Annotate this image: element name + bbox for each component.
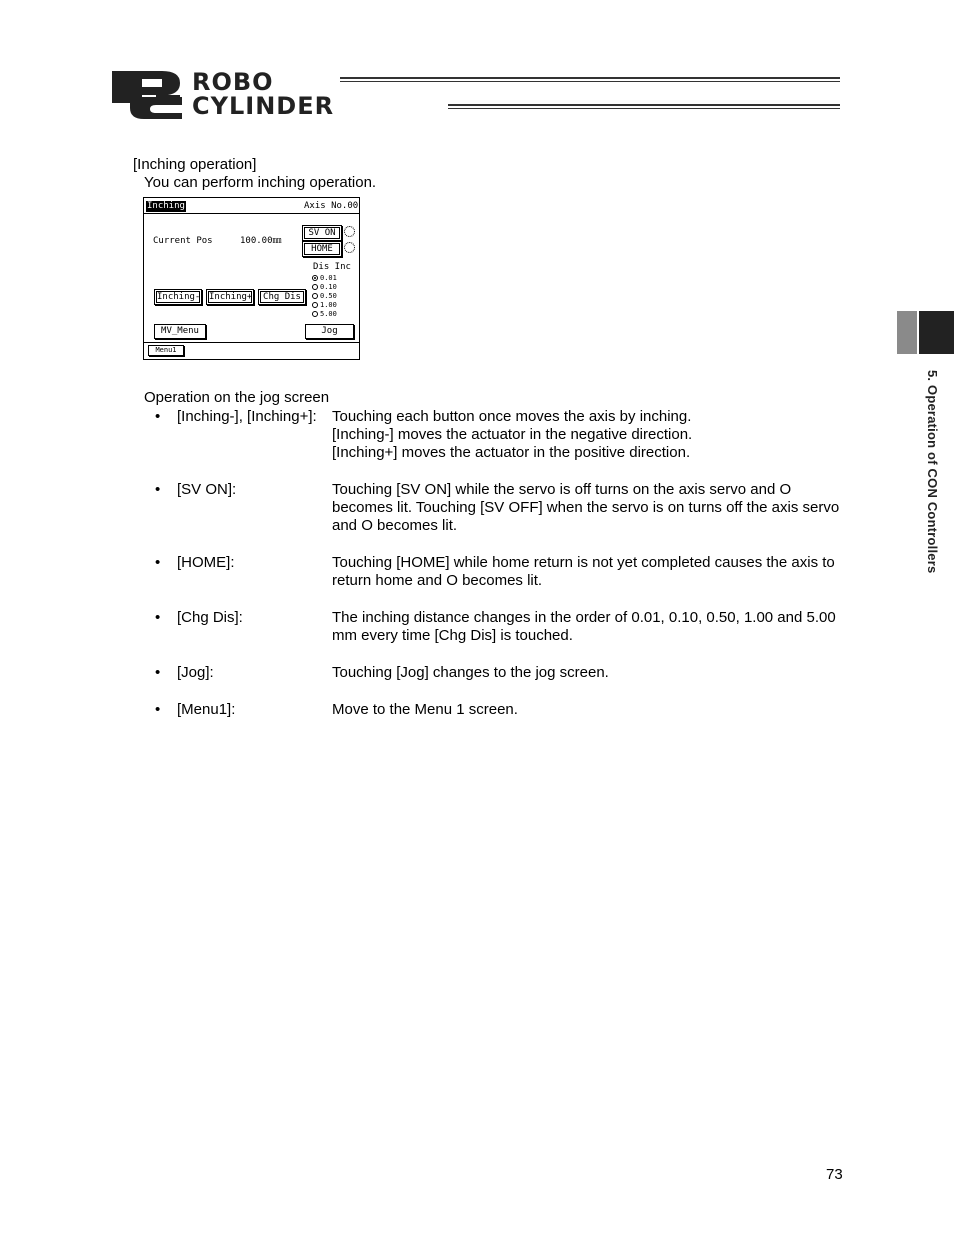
- distance-option[interactable]: 0.10: [312, 283, 337, 292]
- sv-on-label: SV ON: [304, 227, 340, 239]
- dis-inc-label: Dis Inc: [313, 262, 351, 272]
- current-pos-label: Current Pos: [153, 236, 213, 246]
- op-term: [HOME]:: [177, 554, 235, 571]
- menu1-button[interactable]: Menu1: [148, 345, 184, 356]
- footer-divider: [144, 342, 359, 343]
- op-term: [Menu1]:: [177, 701, 236, 718]
- bullet-icon: •: [155, 481, 161, 498]
- header-rule-bottom-2: [448, 108, 840, 109]
- distance-option[interactable]: 5.00: [312, 310, 337, 319]
- distance-option[interactable]: 1.00: [312, 301, 337, 310]
- section-heading: [Inching operation]: [133, 156, 257, 173]
- op-desc: Move to the Menu 1 screen.: [332, 701, 518, 718]
- radio-selected-icon: [312, 275, 318, 281]
- axis-number: Axis No.00: [304, 201, 359, 211]
- distance-option[interactable]: 0.50: [312, 292, 337, 301]
- header-rule-top-2: [340, 81, 840, 82]
- logo-cylinder-text: CYLINDER: [192, 92, 335, 120]
- bullet-icon: •: [155, 554, 161, 571]
- home-lamp-icon: [344, 242, 355, 253]
- rc-logo-icon: [110, 69, 186, 119]
- op-desc: Touching [Jog] changes to the jog screen.: [332, 664, 609, 681]
- sv-on-button[interactable]: [302, 225, 342, 241]
- ops-heading: Operation on the jog screen: [144, 389, 330, 406]
- current-pos-value: 100.00㎜: [240, 236, 282, 246]
- inching-screen: [143, 197, 360, 360]
- bullet-icon: •: [155, 408, 161, 425]
- radio-icon: [312, 284, 318, 290]
- distance-option[interactable]: 0.01: [312, 274, 337, 283]
- sv-lamp-icon: [344, 226, 355, 237]
- op-desc: Touching [SV ON] while the servo is off turns on the axis servo and O becomes lit. Touching [SV OFF] when the servo is on turns off the axis servo and O becomes lit.: [332, 481, 840, 534]
- inching-plus-button[interactable]: Inching+: [206, 289, 254, 305]
- chapter-tab-light: [897, 311, 917, 354]
- home-label: HOME: [304, 243, 340, 255]
- chapter-tab-dark: [919, 311, 954, 354]
- bullet-icon: •: [155, 609, 161, 626]
- op-term: [Chg Dis]:: [177, 609, 243, 626]
- radio-icon: [312, 293, 318, 299]
- screen-title: Inching: [147, 201, 185, 211]
- op-term: [Jog]:: [177, 664, 214, 681]
- section-intro: You can perform inching operation.: [144, 174, 377, 191]
- chapter-label: 5. Operation of CON Controllers: [925, 370, 940, 574]
- inching-minus-button[interactable]: Inching-: [154, 289, 202, 305]
- mv-menu-button[interactable]: MV_Menu: [154, 324, 206, 339]
- logo-robo-text: ROBO: [192, 68, 274, 96]
- rc-logo-mark: [110, 69, 186, 119]
- header-rule-bottom-1: [448, 104, 840, 106]
- op-desc: Touching [HOME] while home return is not yet completed causes the axis to return home and O becomes lit.: [332, 554, 835, 589]
- title-divider: [144, 213, 359, 214]
- home-button[interactable]: [302, 241, 342, 257]
- bullet-icon: •: [155, 664, 161, 681]
- header-rule-top-1: [340, 77, 840, 79]
- jog-button[interactable]: Jog: [305, 324, 354, 339]
- op-term: [Inching-], [Inching+]:: [177, 408, 317, 425]
- op-desc: The inching distance changes in the order of 0.01, 0.10, 0.50, 1.00 and 5.00 mm every time [Chg Dis] is touched.: [332, 609, 836, 644]
- chg-dis-button[interactable]: Chg Dis: [258, 289, 306, 305]
- radio-icon: [312, 302, 318, 308]
- op-term: [SV ON]:: [177, 481, 237, 498]
- page-number: 73: [826, 1166, 843, 1183]
- distance-list: [312, 274, 337, 319]
- op-desc: Touching each button once moves the axis by inching. [Inching-] moves the actuator in the negative direction. [Inching+] moves the actuator in the positive direction.: [332, 408, 693, 461]
- bullet-icon: •: [155, 701, 161, 718]
- radio-icon: [312, 311, 318, 317]
